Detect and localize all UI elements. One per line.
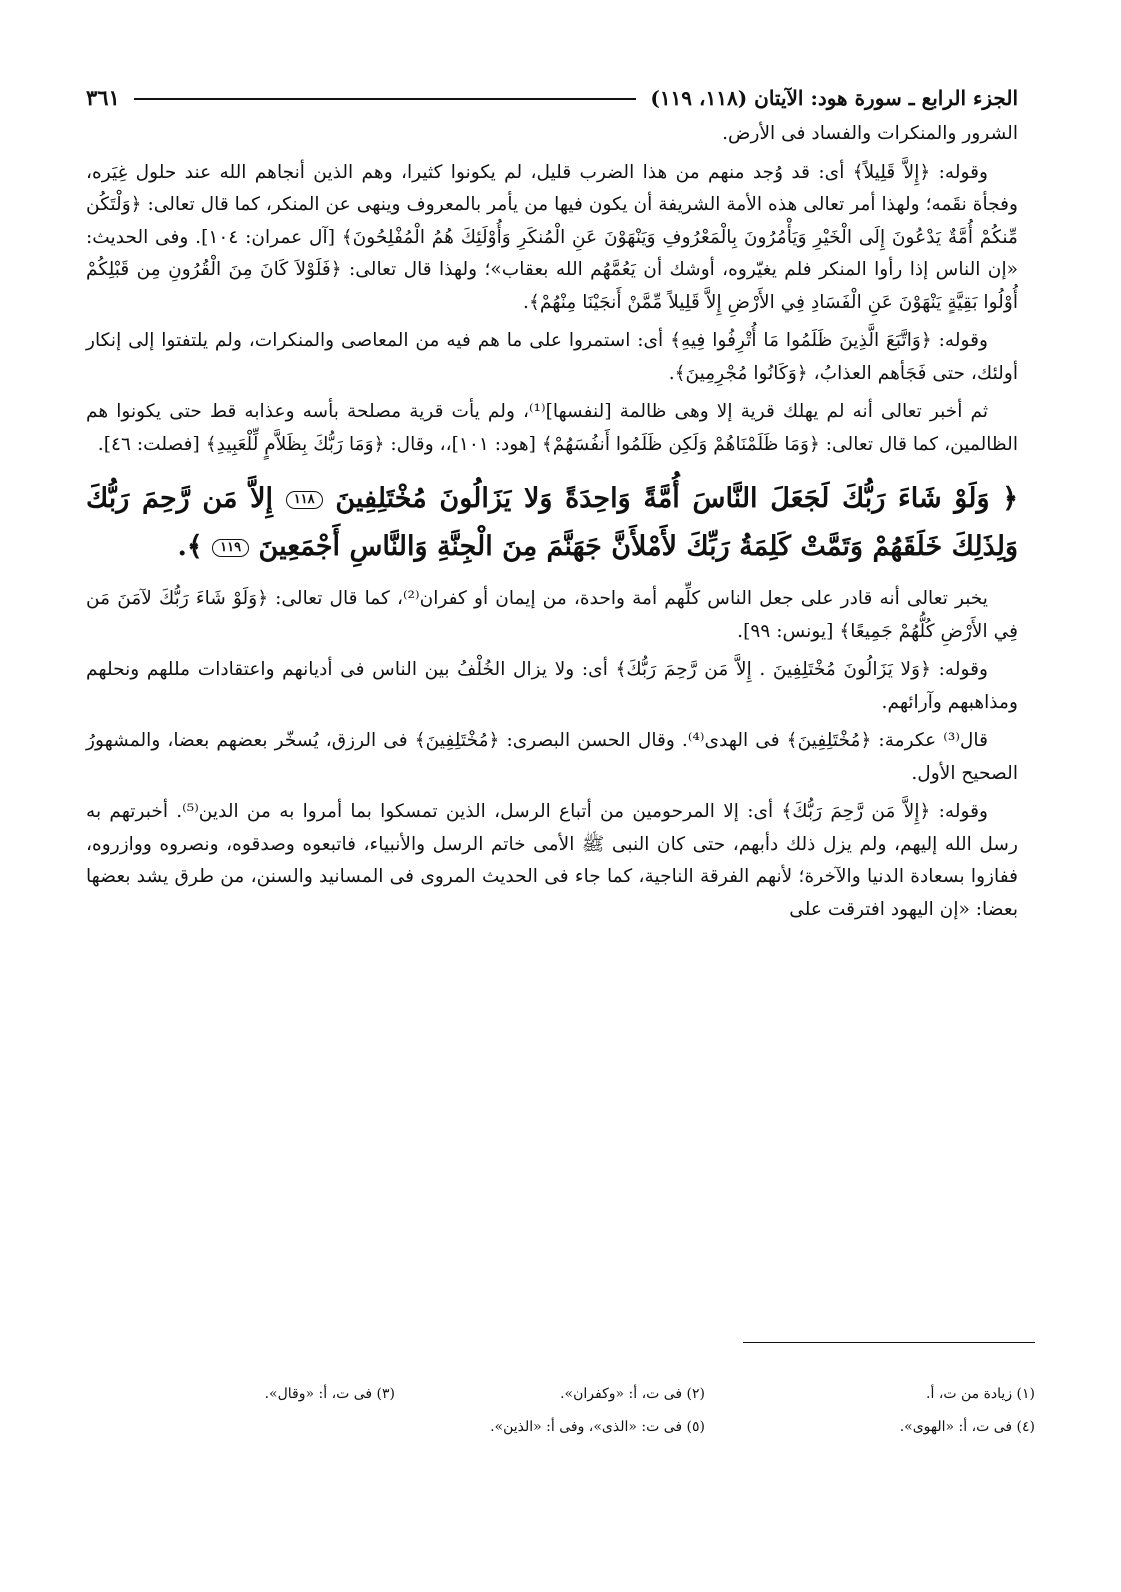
footnote: (١) زيادة من ت، أ. (926, 1386, 1035, 1402)
header-rule (134, 98, 637, 100)
footnotes (103, 1378, 1035, 1444)
paragraph: الشرور والمنكرات والفساد فى الأرض. (722, 123, 1018, 144)
paragraph: ثم أخبر تعالى أنه لم يهلك قرية إلا وهى ظالمة [لنفسها]⁽¹⁾، ولم يأت قرية مصلحة بأسه وعذابه قط حتى يكونوا هم الظالمين، كما قال تعالى: ﴿وَمَا ظَلَمْنَاهُمْ وَلَكِن ظَلَمُوا أَنفُسَهُمْ﴾ [هود: ١٠١]،، وقال: ﴿وَمَا رَبُّكَ بِظَلاَّمٍ لِّلْعَبِيدِ﴾ [فصلت: ٤٦]. (86, 401, 1018, 455)
footnote-row (103, 1411, 1035, 1444)
paragraph: يخبر تعالى أنه قادر على جعل الناس كلِّهم أمة واحدة، من إيمان أو كفران⁽²⁾، كما قال تعالى: ﴿وَلَوْ شَاءَ رَبُّكَ لآمَنَ مَن فِي الأَرْضِ كُلُّهُمْ جَمِيعًا﴾ [يونس: ٩٩]. (86, 588, 1018, 642)
footnote-row (103, 1378, 1035, 1411)
verse-text: إِلاَّ مَن رَّحِمَ رَبُّكَ وَلِذَلِكَ خَلَقَهُمْ وَتَمَّتْ كَلِمَةُ رَبِّكَ لأَمْلأَنَّ جَهَنَّمَ مِنَ الْجِنَّةِ وَالنَّاسِ أَجْمَعِينَ (86, 483, 1018, 562)
paragraph: وقوله: ﴿وَلا يَزَالُونَ مُخْتَلِفِينَ . إِلاَّ مَن رَّحِمَ رَبُّكَ﴾ أى: ولا يزال الخُلْفُ بين الناس فى أديانهم واعتقادات مللهم ونحلهم ومذاهبهم وآرائهم. (86, 659, 1018, 713)
verse-text: ﴿ وَلَوْ شَاءَ رَبُّكَ لَجَعَلَ النَّاسَ أُمَّةً وَاحِدَةً وَلا يَزَالُونَ مُخْتَلِفِينَ (335, 483, 1019, 514)
footnote: (٣) فى ت، أ: «وقال». (264, 1386, 395, 1402)
footnote: (٥) فى ت: «الذى»، وفى أ: «الذين». (490, 1419, 705, 1435)
paragraph: قال⁽³⁾ عكرمة: ﴿مُخْتَلِفِينَ﴾ فى الهدى⁽⁴⁾. وقال الحسن البصرى: ﴿مُخْتَلِفِينَ﴾ فى الرزق، يُسخّر بعضهم بعضا، والمشهورُ الصحيح الأول. (86, 730, 1018, 784)
page-header (86, 82, 1018, 114)
footnote: (٤) فى ت، أ: «الهوى». (899, 1419, 1035, 1435)
page-body (86, 118, 1018, 926)
running-title: الجزء الرابع ـ سورة هود: الآيتان (١١٨، ١١٩) (650, 86, 1018, 110)
paragraph: وقوله: ﴿وَاتَّبَعَ الَّذِينَ ظَلَمُوا مَا أُتْرِفُوا فِيهِ﴾ أى: استمروا على ما هم فيه من المعاصى والمنكرات، ولم يلتفتوا إلى إنكار أولئك، حتى فَجَأهم العذابُ، ﴿وَكَانُوا مُجْرِمِينَ﴾. (86, 330, 1018, 384)
paragraph: وقوله: ﴿إِلاَّ مَن رَّحِمَ رَبُّكَ﴾ أى: إلا المرحومين من أتباع الرسل، الذين تمسكوا بما أمروا به من الدين⁽⁵⁾. أخبرتهم به رسل الله إليهم، ولم يزل ذلك دأبهم، حتى كان النبى ﷺ الأمى خاتم الرسل والأنبياء، فاتبعوه وصدقوه، ونصروه ووازروه، ففازوا بسعادة الدنيا والآخرة؛ لأنهم الفرقة الناجية، كما جاء فى الحديث المروى فى المسانيد والسنن، من طرق يشد بعضها بعضا: «إن اليهود افترقت على (86, 801, 1018, 920)
paragraph: وقوله: ﴿إِلاَّ قَلِيلاً﴾ أى: قد وُجد منهم من هذا الضرب قليل، لم يكونوا كثيرا، وهم الذين أنجاهم الله عند حلول غِيَره، وفجأة نقَمه؛ ولهذا أمر تعالى هذه الأمة الشريفة أن يكون فيها من يأمر بالمعروف وينهى عن المنكر، كما قال تعالى: ﴿وَلْتَكُن مِّنكُمْ أُمَّةٌ يَدْعُونَ إِلَى الْخَيْرِ وَيَأْمُرُونَ بِالْمَعْرُوفِ وَيَنْهَوْنَ عَنِ الْمُنكَرِ وَأُوْلَئِكَ هُمُ الْمُفْلِحُونَ﴾ [آل عمران: ١٠٤]. وفى الحديث: «إن الناس إذا رأوا المنكر فلم يغيّروه، أوشك أن يَعُمَّهُم الله بعقاب»؛ ولهذا قال تعالى: ﴿فَلَوْلاَ كَانَ مِنَ الْقُرُونِ مِن قَبْلِكُمْ أُوْلُوا بَقِيَّةٍ يَنْهَوْنَ عَنِ الْفَسَادِ فِي الأَرْضِ إِلاَّ قَلِيلاً مِّمَّنْ أَنجَيْنَا مِنْهُمْ﴾. (86, 161, 1018, 313)
verse-end: ﴾. (177, 531, 203, 562)
footnote-rule (743, 1342, 1035, 1343)
quran-verse (86, 475, 1018, 571)
ayah-number-marker: ١١٨ (286, 491, 323, 509)
book-page (86, 82, 1018, 932)
ayah-number-marker: ١١٩ (212, 539, 249, 557)
footnote: (٢) فى ت، أ: «وكفران». (560, 1386, 705, 1402)
page-number: ٣٦١ (86, 85, 120, 110)
